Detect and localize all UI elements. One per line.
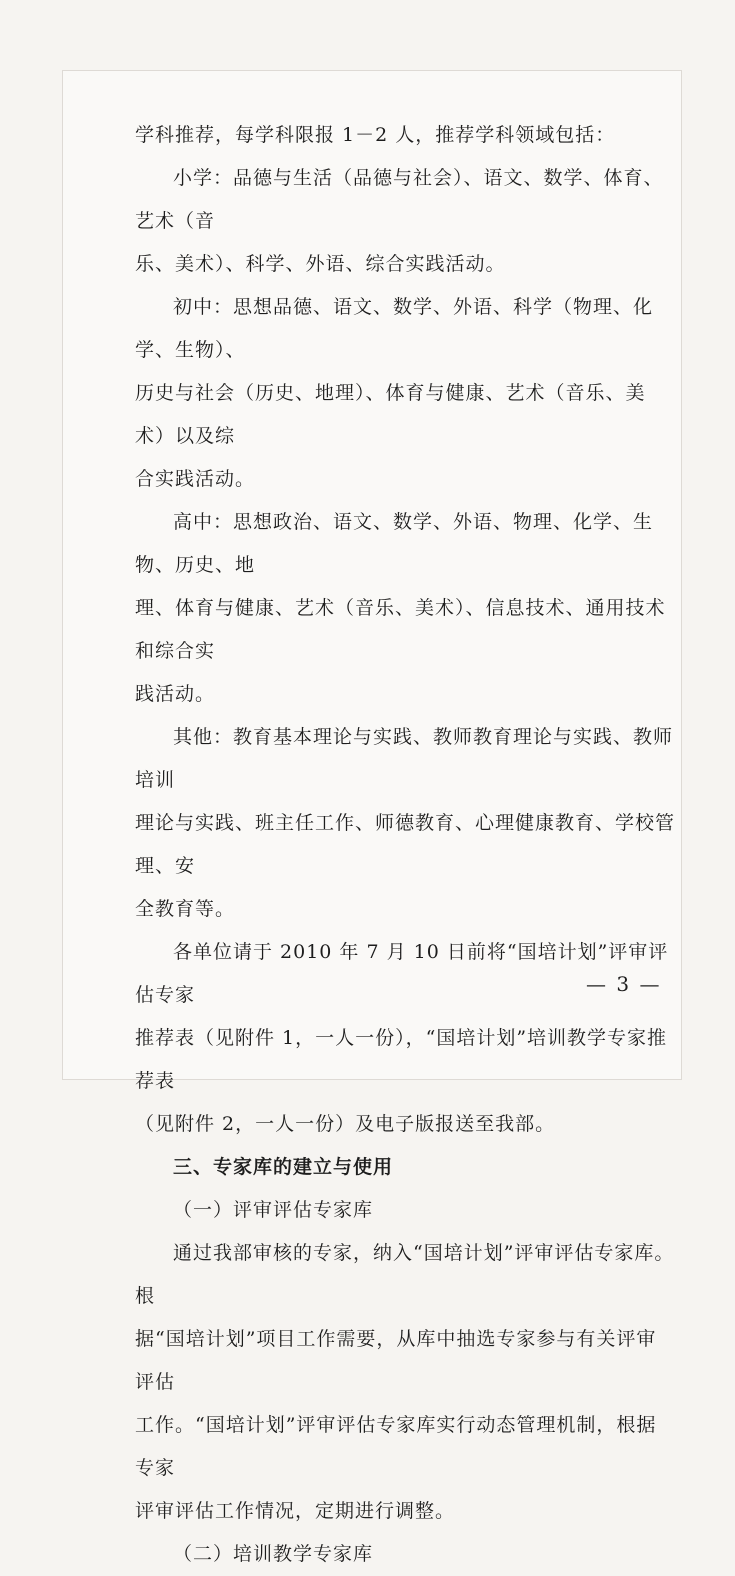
section-heading: 三、专家库的建立与使用	[173, 1156, 394, 1178]
text-line: 乐、美术）、科学、外语、综合实践活动。	[135, 253, 506, 275]
text-line: 初中：思想品德、语文、数学、外语、科学（物理、化学、生物）、	[135, 296, 654, 361]
text-line: 全教育等。	[135, 898, 236, 920]
text-line: （见附件 2，一人一份）及电子版报送至我部。	[135, 1113, 556, 1135]
page-number: — 3 —	[586, 972, 662, 996]
text-line: 工作。“国培计划”评审评估专家库实行动态管理机制，根据专家	[135, 1414, 657, 1479]
text-line: 评审评估工作情况，定期进行调整。	[135, 1500, 456, 1522]
text-line: 理论与实践、班主任工作、师德教育、心理健康教育、学校管理、安	[135, 812, 676, 877]
text-line: 小学：品德与生活（品德与社会）、语文、数学、体育、艺术（音	[135, 167, 664, 232]
text-line: 历史与社会（历史、地理）、体育与健康、艺术（音乐、美术）以及综	[135, 382, 646, 447]
text-line: 据“国培计划”项目工作需要，从库中抽选专家参与有关评审评估	[135, 1328, 657, 1393]
text-line: 推荐表（见附件 1，一人一份），“国培计划”培训教学专家推荐表	[135, 1027, 668, 1092]
text-line: 通过我部审核的专家，纳入“国培计划”评审评估专家库。根	[135, 1242, 675, 1307]
text-line: 合实践活动。	[135, 468, 256, 490]
text-line: 践活动。	[135, 683, 216, 705]
text-line: 理、体育与健康、艺术（音乐、美术）、信息技术、通用技术和综合实	[135, 597, 666, 662]
text-line: 高中：思想政治、语文、数学、外语、物理、化学、生物、历史、地	[135, 511, 654, 576]
document-body	[135, 114, 675, 1576]
text-line: 各单位请于 2010 年 7 月 10 日前将“国培计划”评审评估专家	[135, 941, 669, 1006]
text-line: （二）培训教学专家库	[173, 1543, 374, 1565]
text-line: 学科推荐，每学科限报 1－2 人，推荐学科领域包括：	[135, 124, 616, 146]
text-line: 其他：教育基本理论与实践、教师教育理论与实践、教师培训	[135, 726, 674, 791]
text-line: （一）评审评估专家库	[173, 1199, 374, 1221]
